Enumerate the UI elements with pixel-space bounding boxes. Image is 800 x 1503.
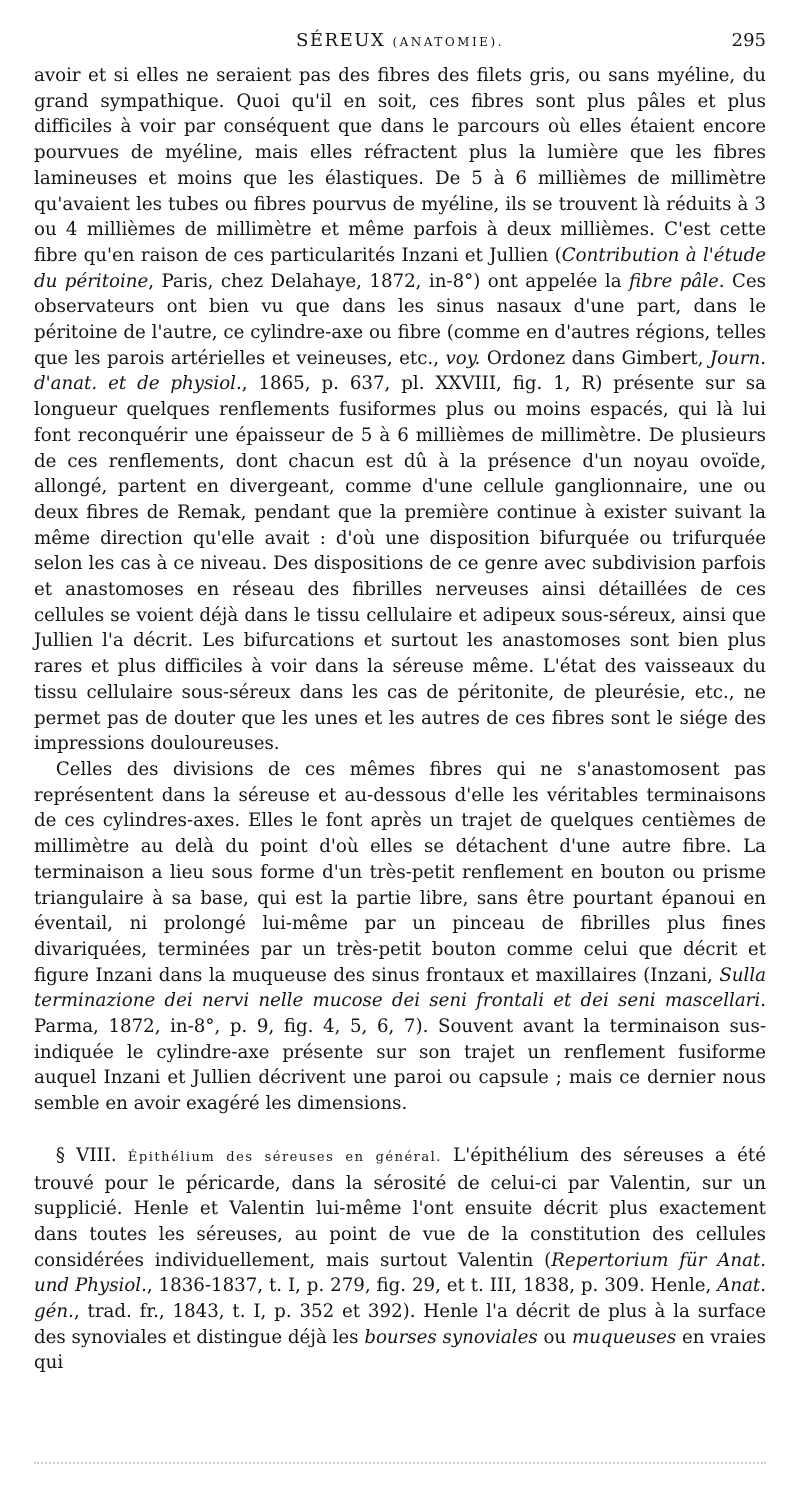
paragraph-3-text-3: , trad. fr., 1843, t. I, p. 352 et 392). Henle l'a décrit de plus à la surface des synoviales et distingue déjà les <box>34 1301 766 1348</box>
section-mark: § VIII. <box>55 1144 117 1166</box>
running-header <box>34 30 766 56</box>
paragraph-3-italic-4: muqueuses <box>571 1326 677 1348</box>
paragraph-1-italic-3: voy. <box>445 347 481 369</box>
paragraph-1-italic-2: fibre pâle <box>629 270 719 292</box>
paragraph-1-text-2: , Paris, chez Delahaye, 1872, in-8°) ont appelée la <box>148 270 630 292</box>
bottom-print-residue <box>34 1462 766 1468</box>
paragraph-3-italic-1: Repertorium für Anat. und Physiol. <box>34 1249 766 1297</box>
paragraph-3-italic-3: bourses synoviales <box>364 1326 538 1348</box>
paragraph-2-italic-1: Sulla terminazione dei nervi nelle mucose dei seni frontali et dei seni mascellari <box>34 964 766 1012</box>
paragraph-3-text-2: , 1836-1837, t. I, p. 279, fig. 29, et t. III, 1838, p. 309. Henle, <box>146 1275 718 1297</box>
page-number: 295 <box>731 30 766 51</box>
paragraph-1-italic-4: Journ. d'anat. et de physiol. <box>34 347 767 395</box>
paragraph-3-italic-2: Anat. gén. <box>34 1275 766 1323</box>
paragraph-1-text: avoir et si elles ne seraient pas des fibres des filets gris, ou sans myéline, du grand sympathique. Quoi qu'il en soit, ces fibres sont plus pâles et plus difficiles à voir par conséquent que dans le parcours où elles étaient encore pourvues de myéline, mais elles réfractent plus la lumière que les fibres lamineuses et moins que les élastiques. De 5 à 6 millièmes de millimètre qu'avaient les tubes ou fibres pourvus de myéline, ils se trouvent là réduits à 3 ou 4 millièmes de millimètre et même parfois à deux millièmes. C'est cette fibre qu'en raison de ces particularités Inzani et Jullien ( <box>34 65 766 266</box>
running-title-paren: (ANATOMIE). <box>392 35 504 49</box>
paragraph-2 <box>34 757 766 1117</box>
paragraph-3-text-4: ou <box>537 1326 572 1348</box>
paragraph-3-text: L'épithélium des séreuses a été trouvé pour le péricarde, dans la sérosité de celui-ci par Valentin, sur un supplicié. Henle et Valentin lui-même l'ont ensuite décrit plus exactement dans toutes les séreuses, au point de vue de la constitution des cellules considérées individuellement, mais surtout Valentin ( <box>34 1144 766 1271</box>
paragraph-3 <box>34 1143 766 1376</box>
running-title-main: SÉREUX <box>296 30 386 51</box>
paragraph-2-text: Celles des divisions de ces mêmes fibres qui ne s'anastomosent pas représentent dans la séreuse et au-dessous d'elle les véritables terminaisons de ces cylindres-axes. Elles le font après un trajet de quelques centièmes de millimètre au delà du point d'où elles se détachent d'une autre fibre. La terminaison a lieu sous forme d'un très-petit renflement en bouton ou prisme triangulaire à sa base, qui est la partie libre, sans être pourtant épanoui en éventail, ni prolongé lui-même par un pinceau de fibrilles plus fines divariquées, terminées par un très-petit bouton comme celui que décrit et figure Inzani dans la muqueuse des sinus frontaux et maxillaires (Inzani, <box>34 758 766 986</box>
section-title: Épithélium des séreuses en général. <box>127 1149 442 1165</box>
paragraph-1-text-3: . Ces observateurs ont bien vu que dans les sinus nasaux d'une part, dans le péritoine de l'autre, ce cylindre-axe ou fibre (comme en d'autres régions, telles que les parois artérielles et veineuses, etc., <box>34 270 767 369</box>
paragraph-3-text-5: en vraies qui <box>34 1326 766 1374</box>
running-title <box>34 30 766 51</box>
paragraph-1-text-4: Ordonez dans Gimbert, <box>480 347 710 369</box>
paragraph-1 <box>34 63 766 757</box>
paragraph-1-italic-1: Contribution à l'étude du péritoine <box>34 244 766 292</box>
page-body <box>34 63 766 1376</box>
paragraph-2-text-2: . Parma, 1872, in-8°, p. 9, fig. 4, 5, 6, 7). Souvent avant la terminaison sus-indiquée le cylindre-axe présente sur son trajet un renflement fusiforme auquel Inzani et Jullien décrivent une paroi ou capsule ; mais ce dernier nous semble en avoir exagéré les dimensions. <box>34 990 766 1115</box>
paragraph-1-text-5: , 1865, p. 637, pl. XXVIII, fig. 1, R) présente sur sa longueur quelques renflements fusiformes plus ou moins espacés, qui là lui font reconquérir une épaisseur de 5 à 6 millièmes de millimètre. De plusieurs de ces renflements, dont chacun est dû à la présence d'un noyau ovoïde, allongé, partent en divergeant, comme d'une cellule ganglionnaire, une ou deux fibres de Remak, pendant que la première continue à exister suivant la même direction qu'elle avait : d'où une disposition bifurquée ou trifurquée selon les cas à ce niveau. Des dispositions de ce genre avec subdivision parfois et anastomoses en réseau des fibrilles nerveuses ainsi détaillées de ces cellules se voient déjà dans le tissu cellulaire et adipeux sous-séreux, ainsi que Jullien l'a décrit. Les bifurcations et surtout les anastomoses sont bien plus rares et plus difficiles à voir dans la séreuse même. L'état des vaisseaux du tissu cellulaire sous-séreux dans les cas de péritonite, de pleurésie, etc., ne permet pas de douter que les unes et les autres de ces fibres sont le siége des impressions douloureuses. <box>34 373 766 755</box>
